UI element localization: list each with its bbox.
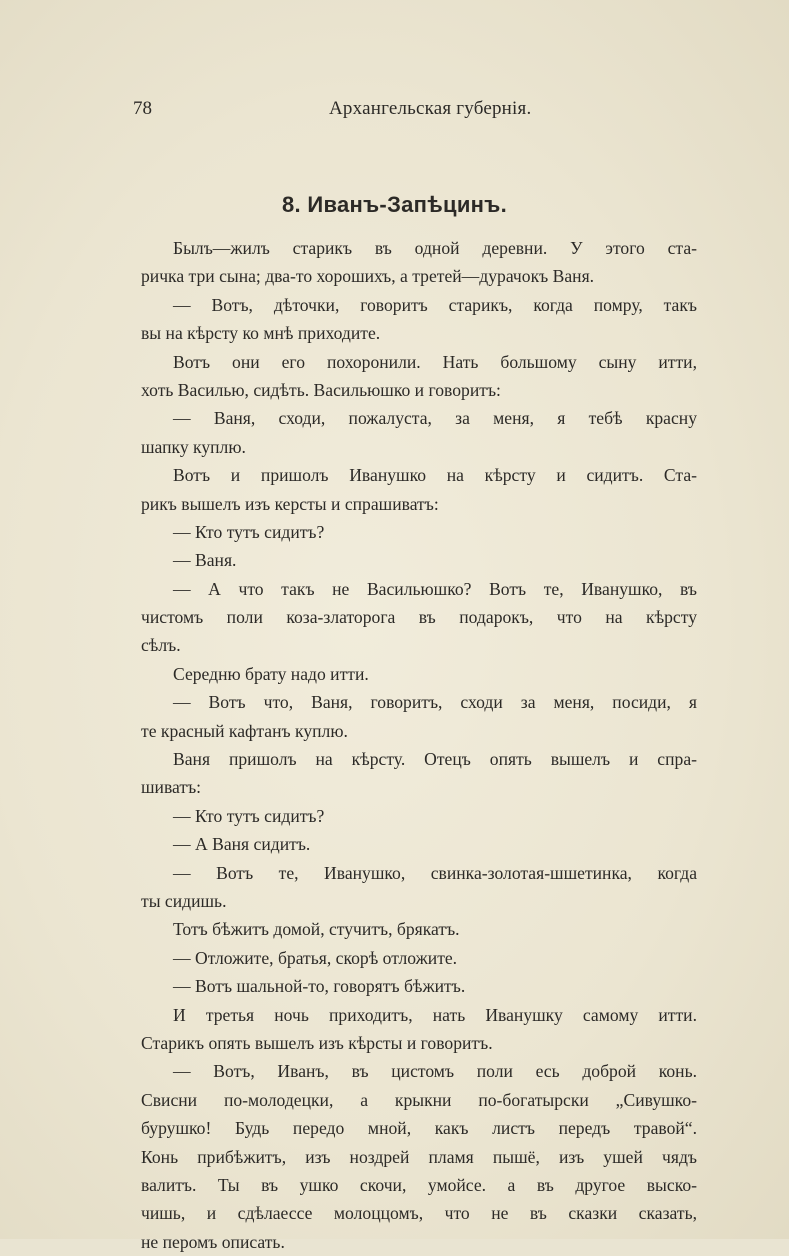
text-line: валитъ. Ты въ ушко скочи, умойсе. а въ другое выско-: [141, 1174, 697, 1195]
text-line: сѣлъ.: [141, 635, 181, 656]
text-line: вы на кѣрсту ко мнѣ приходите.: [141, 323, 381, 344]
text-line: чишь, и сдѣлаессе молоццомъ, что не въ сказки сказать,: [141, 1203, 697, 1224]
text-line: хоть Василью, сидѣть. Васильюшко и говоритъ:: [141, 379, 501, 400]
page-number: 78: [133, 98, 152, 119]
text-line: — Отложите, братья, скорѣ отложите.: [173, 947, 458, 968]
running-title: Архангельская губернія.: [329, 98, 532, 119]
text-line: — Ваня, сходи, пожалуста, за меня, я тебѣ красну: [173, 408, 697, 429]
text-line: — А что такъ не Васильюшко? Вотъ те, Иванушко, въ: [173, 578, 697, 599]
text-line: Ваня пришолъ на кѣрсту. Отецъ опять вышелъ и спра-: [173, 749, 697, 770]
text-line: чистомъ поли коза-златорога въ подарокъ, что на кѣрсту: [141, 607, 697, 628]
text-line: шиватъ:: [141, 777, 202, 798]
text-line: Тотъ бѣжитъ домой, стучитъ, брякатъ.: [173, 919, 460, 940]
text-line: — Вотъ, дѣточки, говоритъ старикъ, когда помру, такъ: [173, 294, 697, 315]
text-line: шапку куплю.: [141, 436, 246, 457]
text-line: Былъ—жилъ старикъ въ одной деревни. У этого ста-: [173, 238, 697, 258]
story-title: 8. Иванъ-Запѣцинъ.: [281, 192, 508, 217]
text-line: не перомъ описать.: [141, 1231, 285, 1252]
text-line: Вотъ и пришолъ Иванушко на кѣрсту и сидитъ. Ста-: [173, 465, 697, 486]
text-line: Свисни по-молодецки, а крыкни по-богатырски „Сивушко-: [141, 1089, 697, 1110]
text-line: — Ваня.: [173, 550, 237, 571]
text-line: Старикъ опять вышелъ изъ кѣрсты и говоритъ.: [141, 1032, 493, 1053]
text-line: рикъ вышелъ изъ керсты и спрашиватъ:: [141, 493, 439, 514]
text-line: — Кто тутъ сидитъ?: [173, 521, 325, 542]
story-text: [141, 234, 697, 1256]
text-line: Вотъ они его похоронили. Нать большому сыну итти,: [173, 351, 697, 372]
text-line: — Вотъ, Иванъ, въ цистомъ поли есь доброй конь.: [173, 1061, 697, 1082]
text-line: Середню брату надо итти.: [173, 663, 369, 684]
text-line: ричка три сына; два-то хорошихъ, а третей—дурачокъ Ваня.: [141, 266, 595, 287]
text-line: — Вотъ те, Иванушко, свинка-золотая-шшетинка, когда: [173, 862, 697, 883]
text-line: — Вотъ что, Ваня, говоритъ, сходи за меня, посиди, я: [173, 692, 697, 713]
page-header: [133, 98, 703, 124]
text-line: — Кто тутъ сидитъ?: [173, 805, 325, 826]
text-line: ты сидишь.: [141, 890, 227, 911]
text-line: — Вотъ шальной-то, говорятъ бѣжитъ.: [173, 976, 466, 997]
text-line: — А Ваня сидитъ.: [173, 834, 311, 855]
text-line: Конь прибѣжитъ, изъ ноздрей пламя пышё, изъ ушей чядъ: [141, 1146, 697, 1167]
text-line: бурушко! Будь передо мной, какъ листъ передъ травой“.: [141, 1118, 697, 1139]
text-line: те красный кафтанъ куплю.: [141, 720, 348, 741]
text-line: И третья ночь приходитъ, нать Иванушку самому итти.: [173, 1004, 697, 1025]
